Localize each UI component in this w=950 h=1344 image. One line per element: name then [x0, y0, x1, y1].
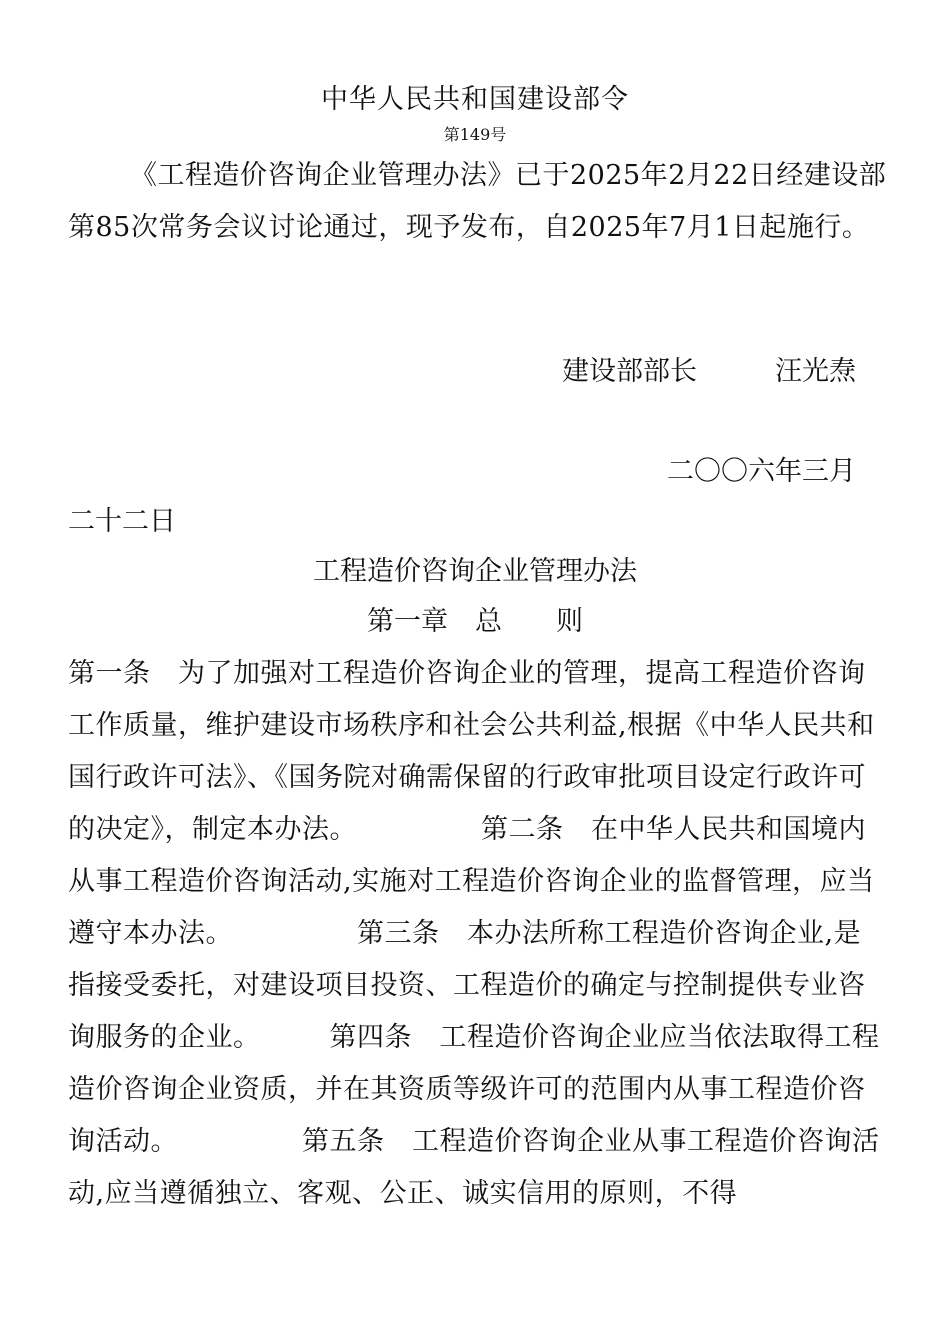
intro-paragraph: 《工程造价咨询企业管理办法》已于2025年2月22日经建设部第85次常务会议讨论通过，现予发布，自2025年7月1日起施行。 [68, 160, 887, 243]
date-line-1: 二〇〇六年三月 [667, 456, 856, 487]
article-1: 第一条 为了加强对工程造价咨询企业的管理，提高工程造价咨询工作质量，维护建设市场秩序和社会公共利益,根据《中华人民共和国行政许可法》、《国务院对确需保留的行政审批项目设定行政许可的决定》，制定本办法。 [68, 658, 875, 845]
law-title: 工程造价咨询企业管理办法 [313, 556, 637, 587]
signer-role: 建设部部长 [562, 356, 697, 387]
decree-title: 中华人民共和国建设部令 [321, 84, 629, 115]
signer-name: 汪光焘 [775, 356, 856, 387]
signature-line [562, 352, 856, 392]
chapter-heading: 第一章 总 则 [367, 606, 583, 637]
article-3: 第三条 本办法所称工程造价咨询企业,是指接受委托，对建设项目投资、工程造价的确定与控制提供专业咨询服务的企业。 [68, 918, 866, 1053]
article-2: 第二条 在中华人民共和国境内从事工程造价咨询活动,实施对工程造价咨询企业的监督管理，应当遵守本办法。 [68, 814, 875, 949]
article-5: 第五条 工程造价咨询企业从事工程造价咨询活动,应当遵循独立、客观、公正、诚实信用的原则，不得 [68, 1126, 880, 1209]
decree-number: 第149号 [443, 125, 507, 144]
articles-body [68, 648, 888, 1220]
date-line-2: 二十二日 [68, 506, 176, 537]
article-4: 第四条 工程造价咨询企业应当依法取得工程造价咨询企业资质，并在其资质等级许可的范围内从事工程造价咨询活动。 [68, 1022, 880, 1157]
